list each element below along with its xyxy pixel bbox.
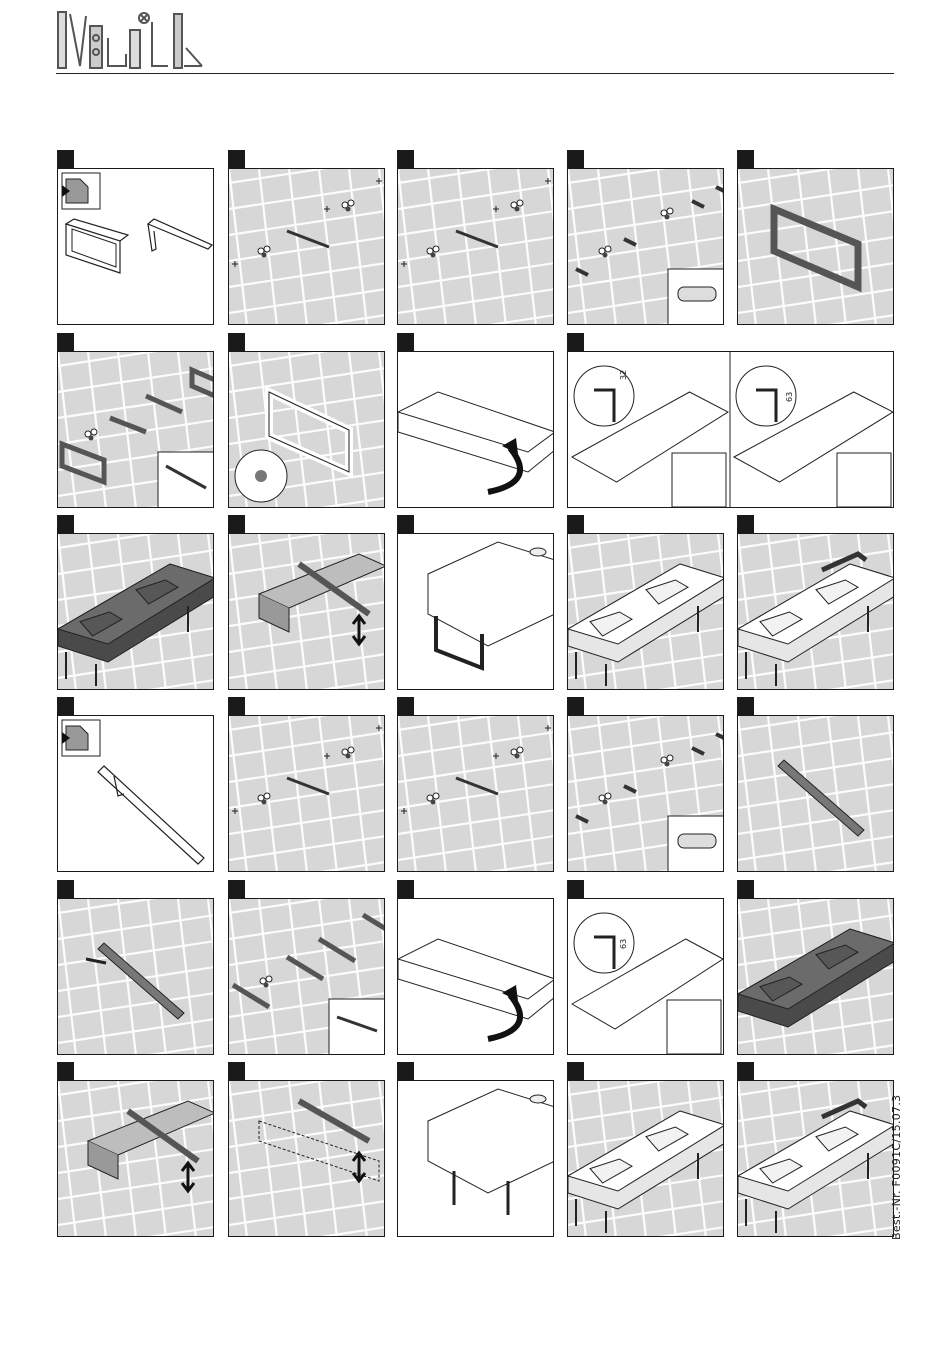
step-illustration bbox=[58, 534, 214, 690]
step-number-tab bbox=[567, 150, 584, 168]
step-illustration bbox=[738, 899, 894, 1055]
step-illustration bbox=[229, 169, 385, 325]
step-illustration bbox=[568, 1081, 724, 1237]
step-illustration bbox=[58, 1081, 214, 1237]
step-panel-25 bbox=[57, 1080, 214, 1237]
step-illustration bbox=[568, 352, 894, 508]
step-panel-10 bbox=[57, 533, 214, 690]
step-number-tab bbox=[397, 150, 414, 168]
step-number-tab bbox=[567, 515, 584, 533]
dimension-label: 63 bbox=[619, 938, 628, 949]
step-illustration bbox=[58, 352, 214, 508]
step-illustration bbox=[58, 716, 214, 872]
step-panel-9 bbox=[567, 351, 894, 508]
step-illustration bbox=[229, 534, 385, 690]
step-illustration bbox=[398, 899, 554, 1055]
step-illustration bbox=[738, 716, 894, 872]
dimension-label: 32 bbox=[619, 369, 628, 380]
step-panel-27 bbox=[397, 1080, 554, 1237]
step-panel-1 bbox=[57, 168, 214, 325]
step-panel-13 bbox=[567, 533, 724, 690]
step-panel-28 bbox=[567, 1080, 724, 1237]
step-number-tab bbox=[57, 697, 74, 715]
step-illustration bbox=[229, 1081, 385, 1237]
step-number-tab bbox=[228, 333, 245, 351]
step-number-tab bbox=[397, 880, 414, 898]
step-panel-16 bbox=[228, 715, 385, 872]
step-panel-17 bbox=[397, 715, 554, 872]
step-number-tab bbox=[567, 333, 584, 351]
step-number-tab bbox=[228, 150, 245, 168]
step-number-tab bbox=[737, 880, 754, 898]
dimension-label: 63 bbox=[785, 391, 794, 402]
step-illustration bbox=[398, 1081, 554, 1237]
step-illustration bbox=[568, 169, 724, 325]
step-illustration bbox=[229, 899, 385, 1055]
step-panel-26 bbox=[228, 1080, 385, 1237]
step-number-tab bbox=[737, 150, 754, 168]
step-number-tab bbox=[57, 333, 74, 351]
step-panel-21 bbox=[228, 898, 385, 1055]
step-panel-20 bbox=[57, 898, 214, 1055]
step-panel-5 bbox=[737, 168, 894, 325]
step-panel-4 bbox=[567, 168, 724, 325]
step-illustration bbox=[398, 352, 554, 508]
step-illustration bbox=[398, 716, 554, 872]
step-illustration bbox=[58, 169, 214, 325]
step-illustration bbox=[229, 716, 385, 872]
step-panel-18 bbox=[567, 715, 724, 872]
step-number-tab bbox=[397, 515, 414, 533]
step-panel-12 bbox=[397, 533, 554, 690]
step-panel-3 bbox=[397, 168, 554, 325]
step-panel-6 bbox=[57, 351, 214, 508]
step-illustration bbox=[738, 534, 894, 690]
step-number-tab bbox=[397, 697, 414, 715]
step-illustration bbox=[229, 352, 385, 508]
step-panel-14 bbox=[737, 533, 894, 690]
step-panel-7 bbox=[228, 351, 385, 508]
step-illustration bbox=[58, 899, 214, 1055]
step-number-tab bbox=[57, 150, 74, 168]
step-illustration bbox=[738, 1081, 894, 1237]
step-illustration bbox=[568, 534, 724, 690]
step-number-tab bbox=[567, 697, 584, 715]
step-panel-2 bbox=[228, 168, 385, 325]
step-panel-11 bbox=[228, 533, 385, 690]
step-panel-23 bbox=[567, 898, 724, 1055]
step-number-tab bbox=[397, 333, 414, 351]
step-number-tab bbox=[737, 515, 754, 533]
step-number-tab bbox=[567, 1062, 584, 1080]
step-panel-15 bbox=[57, 715, 214, 872]
step-number-tab bbox=[228, 697, 245, 715]
step-illustration bbox=[398, 169, 554, 325]
step-number-tab bbox=[737, 1062, 754, 1080]
step-number-tab bbox=[57, 1062, 74, 1080]
step-panel-22 bbox=[397, 898, 554, 1055]
step-number-tab bbox=[567, 880, 584, 898]
step-number-tab bbox=[737, 697, 754, 715]
step-panel-8 bbox=[397, 351, 554, 508]
step-number-tab bbox=[397, 1062, 414, 1080]
step-number-tab bbox=[57, 515, 74, 533]
step-number-tab bbox=[57, 880, 74, 898]
step-panel-19 bbox=[737, 715, 894, 872]
step-number-tab bbox=[228, 515, 245, 533]
step-number-tab bbox=[228, 1062, 245, 1080]
step-number-tab bbox=[228, 880, 245, 898]
step-illustration bbox=[568, 716, 724, 872]
step-panel-29 bbox=[737, 1080, 894, 1237]
step-illustration bbox=[738, 169, 894, 325]
step-illustration bbox=[568, 899, 724, 1055]
step-illustration bbox=[398, 534, 554, 690]
order-number: Best.-Nr. F0091C/15.07.3 bbox=[890, 1094, 903, 1240]
step-panel-24 bbox=[737, 898, 894, 1055]
